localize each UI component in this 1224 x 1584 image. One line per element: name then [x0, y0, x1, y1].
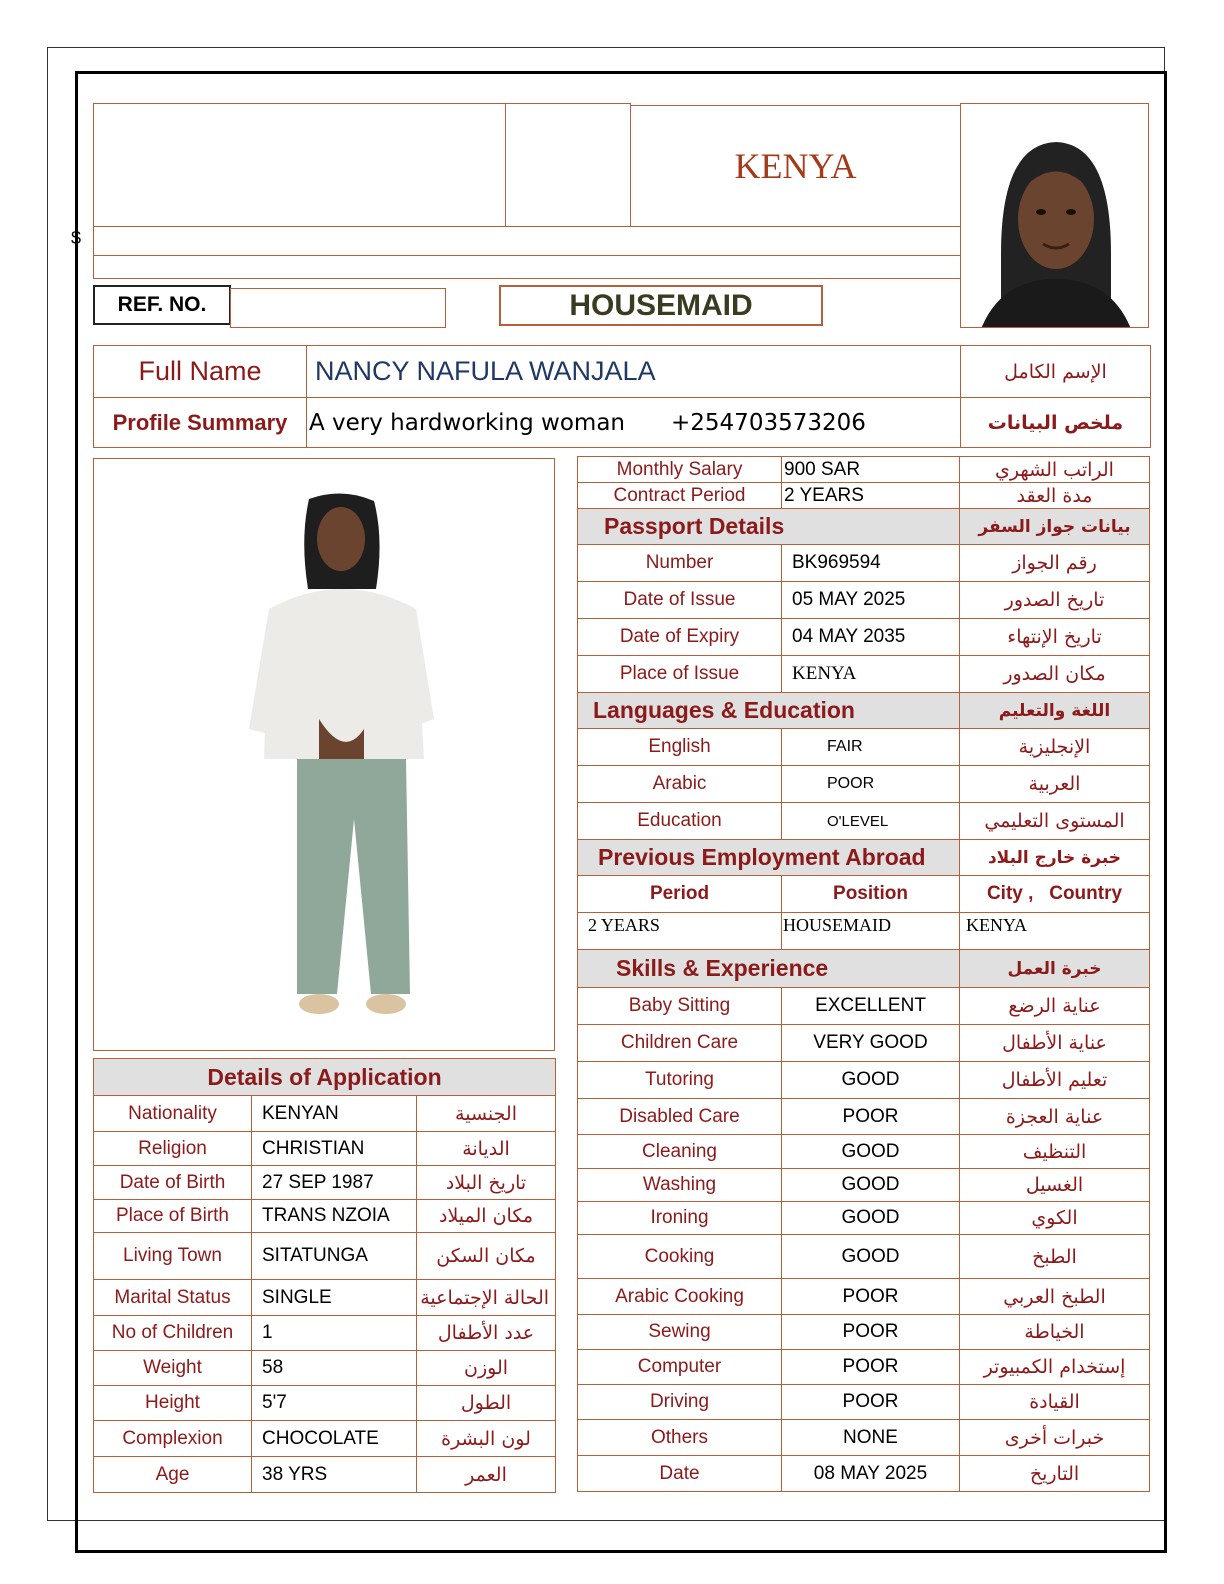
complexion-label: Complexion [94, 1421, 252, 1457]
employment-position-header: Position [782, 876, 960, 913]
skill-value: POOR [782, 1099, 960, 1135]
profile-text: A very hardworking woman [309, 409, 626, 436]
salary-ar: الراتب الشهري [960, 457, 1150, 483]
passport-number-ar: رقم الجواز [960, 545, 1150, 582]
profile-ar: ملخص البيانات [961, 398, 1151, 448]
skill-label: Cooking [578, 1235, 782, 1279]
english-label: English [578, 729, 782, 766]
employment-position-value: HOUSEMAID [782, 913, 960, 950]
age-ar: العمر [417, 1457, 556, 1493]
skill-ar: إستخدام الكمبيوتر [960, 1350, 1150, 1385]
right-details-table [577, 456, 1150, 1492]
job-title: HOUSEMAID [569, 288, 753, 322]
height-ar: الطول [417, 1386, 556, 1421]
age-label: Age [94, 1457, 252, 1493]
identity-table [93, 345, 1151, 448]
header-mid-box [505, 103, 631, 227]
place-of-birth-ar: مكان الميلاد [417, 1200, 556, 1233]
education-ar: المستوى التعليمي [960, 803, 1150, 840]
skill-value: GOOD [782, 1169, 960, 1202]
skill-label: Washing [578, 1169, 782, 1202]
skill-value: GOOD [782, 1135, 960, 1169]
skill-value: NONE [782, 1420, 960, 1456]
profile-cell [307, 398, 961, 448]
religion-label: Religion [94, 1132, 252, 1166]
weight-ar: الوزن [417, 1351, 556, 1386]
issue-date-ar: تاريخ الصدور [960, 582, 1150, 619]
full-body-image [94, 459, 554, 1050]
skill-value: POOR [782, 1315, 960, 1350]
ref-label: REF. NO. [117, 293, 207, 316]
contract-value: 2 YEARS [782, 483, 960, 509]
application-title: Details of Application [94, 1059, 556, 1096]
employment-title: Previous Employment Abroad [578, 840, 960, 876]
skill-label: Sewing [578, 1315, 782, 1350]
skill-value: GOOD [782, 1202, 960, 1235]
full-body-photo [93, 458, 555, 1051]
full-name-value: NANCY NAFULA WANJALA [307, 346, 961, 398]
date-ar: التاريخ [960, 1456, 1150, 1492]
skill-ar: خبرات أخرى [960, 1420, 1150, 1456]
children-label: No of Children [94, 1316, 252, 1351]
date-value: 08 MAY 2025 [782, 1456, 960, 1492]
skill-ar: عناية العجزة [960, 1099, 1150, 1135]
nationality-ar: الجنسية [417, 1096, 556, 1132]
date-label: Date [578, 1456, 782, 1492]
living-town-ar: مكان السكن [417, 1233, 556, 1280]
skill-ar: الطبخ العربي [960, 1279, 1150, 1315]
living-town-label: Living Town [94, 1233, 252, 1280]
passport-title: Passport Details [578, 509, 960, 545]
profile-phone: +254703573206 [671, 409, 866, 436]
children-value: 1 [252, 1316, 417, 1351]
employment-period-value: 2 YEARS [578, 913, 782, 950]
skill-ar: تعليم الأطفال [960, 1062, 1150, 1099]
height-value: 5'7 [252, 1386, 417, 1421]
skill-value: GOOD [782, 1235, 960, 1279]
height-label: Height [94, 1386, 252, 1421]
stray-mark: $ [71, 228, 82, 248]
skill-value: POOR [782, 1385, 960, 1420]
skill-label: Arabic Cooking [578, 1279, 782, 1315]
full-name-label: Full Name [94, 346, 307, 398]
contract-ar: مدة العقد [960, 483, 1150, 509]
expiry-date-value: 04 MAY 2035 [782, 619, 960, 656]
contract-label: Contract Period [578, 483, 782, 509]
place-of-issue-ar: مكان الصدور [960, 656, 1150, 693]
skills-title: Skills & Experience [578, 950, 960, 988]
skill-value: POOR [782, 1279, 960, 1315]
header-country-box [630, 105, 961, 227]
education-value: O'LEVEL [782, 803, 960, 840]
skill-ar: الكوي [960, 1202, 1150, 1235]
skill-label: Cleaning [578, 1135, 782, 1169]
children-ar: عدد الأطفال [417, 1316, 556, 1351]
arabic-ar: العربية [960, 766, 1150, 803]
skill-label: Disabled Care [578, 1099, 782, 1135]
skill-value: GOOD [782, 1062, 960, 1099]
country-heading: KENYA [734, 146, 857, 186]
issue-date-value: 05 MAY 2025 [782, 582, 960, 619]
skill-value: EXCELLENT [782, 988, 960, 1025]
religion-ar: الديانة [417, 1132, 556, 1166]
dob-value: 27 SEP 1987 [252, 1166, 417, 1200]
passport-number-label: Number [578, 545, 782, 582]
ref-label-box [93, 285, 231, 325]
languages-title: Languages & Education [578, 693, 960, 729]
salary-value: 900 SAR [782, 457, 960, 483]
arabic-label: Arabic [578, 766, 782, 803]
application-table [93, 1058, 556, 1493]
complexion-value: CHOCOLATE [252, 1421, 417, 1457]
portrait-image [961, 104, 1149, 328]
skill-value: POOR [782, 1350, 960, 1385]
skill-label: Children Care [578, 1025, 782, 1062]
religion-value: CHRISTIAN [252, 1132, 417, 1166]
skill-ar: الغسيل [960, 1169, 1150, 1202]
employment-city-header: City , Country [960, 876, 1150, 913]
marital-status-label: Marital Status [94, 1280, 252, 1316]
expiry-date-ar: تاريخ الإنتهاء [960, 619, 1150, 656]
weight-value: 58 [252, 1351, 417, 1386]
skills-title-ar: خبرة العمل [960, 950, 1150, 988]
full-name-ar: الإسم الكامل [961, 346, 1151, 398]
ref-value-field[interactable] [230, 288, 446, 328]
salary-label: Monthly Salary [578, 457, 782, 483]
place-of-birth-label: Place of Birth [94, 1200, 252, 1233]
complexion-ar: لون البشرة [417, 1421, 556, 1457]
skill-ar: الطبخ [960, 1235, 1150, 1279]
employment-title-ar: خبرة خارج البلاد [960, 840, 1150, 876]
employment-period-header: Period [578, 876, 782, 913]
skill-label: Tutoring [578, 1062, 782, 1099]
portrait-photo [960, 103, 1149, 328]
dob-label: Date of Birth [94, 1166, 252, 1200]
arabic-value: POOR [782, 766, 960, 803]
living-town-value: SITATUNGA [252, 1233, 417, 1280]
weight-label: Weight [94, 1351, 252, 1386]
skill-ar: عناية الأطفال [960, 1025, 1150, 1062]
nationality-value: KENYAN [252, 1096, 417, 1132]
dob-ar: تاريخ البلاد [417, 1166, 556, 1200]
english-ar: الإنجليزية [960, 729, 1150, 766]
place-of-issue-value: KENYA [782, 656, 960, 693]
skill-label: Ironing [578, 1202, 782, 1235]
skill-ar: القيادة [960, 1385, 1150, 1420]
age-value: 38 YRS [252, 1457, 417, 1493]
nationality-label: Nationality [94, 1096, 252, 1132]
header-row-2 [93, 226, 961, 256]
english-value: FAIR [782, 729, 960, 766]
marital-status-ar: الحالة الإجتماعية [417, 1280, 556, 1316]
header-row-3 [93, 255, 961, 279]
languages-title-ar: اللغة والتعليم [960, 693, 1150, 729]
skill-ar: الخياطة [960, 1315, 1150, 1350]
profile-label: Profile Summary [94, 398, 307, 448]
place-of-birth-value: TRANS NZOIA [252, 1200, 417, 1233]
skill-label: Driving [578, 1385, 782, 1420]
job-title-box [499, 285, 823, 326]
issue-date-label: Date of Issue [578, 582, 782, 619]
skill-value: VERY GOOD [782, 1025, 960, 1062]
skill-ar: عناية الرضع [960, 988, 1150, 1025]
place-of-issue-label: Place of Issue [578, 656, 782, 693]
passport-title-ar: بيانات جواز السفر [960, 509, 1150, 545]
skill-label: Baby Sitting [578, 988, 782, 1025]
header-logo-box [93, 103, 506, 227]
passport-number-value: BK969594 [782, 545, 960, 582]
skill-label: Others [578, 1420, 782, 1456]
skill-label: Computer [578, 1350, 782, 1385]
marital-status-value: SINGLE [252, 1280, 417, 1316]
expiry-date-label: Date of Expiry [578, 619, 782, 656]
employment-city-value: KENYA [960, 913, 1150, 950]
skill-ar: التنظيف [960, 1135, 1150, 1169]
education-label: Education [578, 803, 782, 840]
